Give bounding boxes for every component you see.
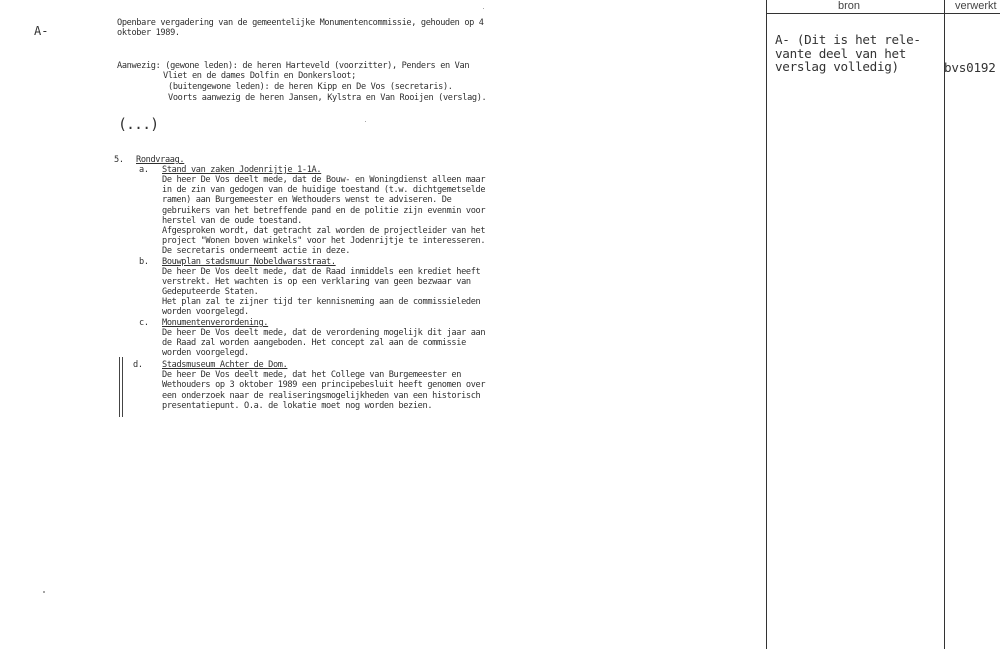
scan-speck bbox=[365, 121, 366, 122]
table-header-rule bbox=[766, 13, 1000, 14]
item-d-line: een onderzoek naar de realiseringsmogelijkheden van een historisch bbox=[162, 391, 481, 401]
item-letter-c: c. bbox=[139, 318, 149, 328]
item-title-b: Bouwplan stadsmuur Nobeldwarsstraat. bbox=[162, 257, 336, 267]
attendance-line-3: (buitengewone leden): de heren Kipp en De Vos (secretaris). bbox=[168, 82, 453, 92]
item-letter-a: a. bbox=[139, 165, 149, 175]
header-line-2: oktober 1989. bbox=[117, 28, 180, 38]
column-header-bron: bron bbox=[838, 0, 861, 12]
item-a-line: in de zin van gedogen van de huidige toestand (t.w. dichtgemetselde bbox=[162, 185, 486, 195]
section-number: 5. bbox=[114, 155, 124, 165]
table-border-divider bbox=[944, 0, 945, 649]
item-a-line: Afgesproken wordt, dat getracht zal worden de projectleider van het bbox=[162, 226, 486, 236]
item-b-line: Gedeputeerde Staten. bbox=[162, 287, 259, 297]
item-title-a: Stand van zaken Jodenrijtje 1-1A. bbox=[162, 165, 322, 175]
item-b-line: De heer De Vos deelt mede, dat de Raad inmiddels een krediet heeft bbox=[162, 267, 481, 277]
attendance-line-4: Voorts aanwezig de heren Jansen, Kylstra en Van Rooijen (verslag). bbox=[168, 93, 487, 103]
column-header-verwerkt: verwerkt bbox=[955, 0, 997, 12]
item-b-line: worden voorgelegd. bbox=[162, 307, 249, 317]
item-a-line: project "Wonen boven winkels" voor het Jodenrijtje te interesseren. bbox=[162, 236, 486, 246]
item-a-line: herstel van de oude toestand. bbox=[162, 216, 302, 226]
item-d-line: De heer De Vos deelt mede, dat het College van Burgemeester en bbox=[162, 370, 462, 380]
item-c-line: worden voorgelegd. bbox=[162, 348, 249, 358]
section-title: Rondvraag. bbox=[136, 155, 185, 165]
verwerkt-cell: bvs0192 bbox=[944, 60, 996, 75]
item-a-line: De secretaris onderneemt actie in deze. bbox=[162, 246, 351, 256]
item-title-d: Stadsmuseum Achter de Dom. bbox=[162, 360, 288, 370]
attendance-line-2: Vliet en de dames Dolfin en Donkersloot; bbox=[163, 71, 356, 81]
item-a-line: ramen) aan Burgemeester en Wethouders wenst te adviseren. De bbox=[162, 195, 452, 205]
margin-bar-2 bbox=[122, 357, 123, 417]
item-b-line: verstrekt. Het wachten is op een verklaring van geen bezwaar van bbox=[162, 277, 471, 287]
omission-ellipsis: (...) bbox=[118, 115, 159, 133]
scan-speck bbox=[43, 591, 45, 593]
attendance-line-1: Aanwezig: (gewone leden): de heren Harteveld (voorzitter), Penders en Van bbox=[117, 61, 470, 71]
table-border-left bbox=[766, 0, 767, 649]
item-d-line: Wethouders op 3 oktober 1989 een principebesluit heeft genomen over bbox=[162, 380, 486, 390]
item-letter-b: b. bbox=[139, 257, 149, 267]
item-c-line: de Raad zal worden aangeboden. Het concept zal aan de commissie bbox=[162, 338, 466, 348]
item-title-c: Monumentenverordening. bbox=[162, 318, 269, 328]
header-line-1: Openbare vergadering van de gemeentelijke Monumentencommissie, gehouden op 4 bbox=[117, 18, 484, 28]
item-b-line: Het plan zal te zijner tijd ter kennisneming aan de commissieleden bbox=[162, 297, 481, 307]
margin-tag: A- bbox=[34, 24, 49, 38]
item-letter-d: d. bbox=[133, 360, 143, 370]
item-c-line: De heer De Vos deelt mede, dat de verordening mogelijk dit jaar aan bbox=[162, 328, 486, 338]
scan-speck bbox=[483, 8, 484, 9]
item-d-line: presentatiepunt. O.a. de lokatie moet nog worden bezien. bbox=[162, 401, 433, 411]
bron-cell: A- (Dit is het rele- vante deel van het verslag volledig) bbox=[775, 32, 921, 74]
item-a-line: gebruikers van het betreffende pand en de politie zijn evenmin voor bbox=[162, 206, 486, 216]
margin-bar-1 bbox=[119, 357, 120, 417]
item-a-line: De heer De Vos deelt mede, dat de Bouw- en Woningdienst alleen maar bbox=[162, 175, 486, 185]
